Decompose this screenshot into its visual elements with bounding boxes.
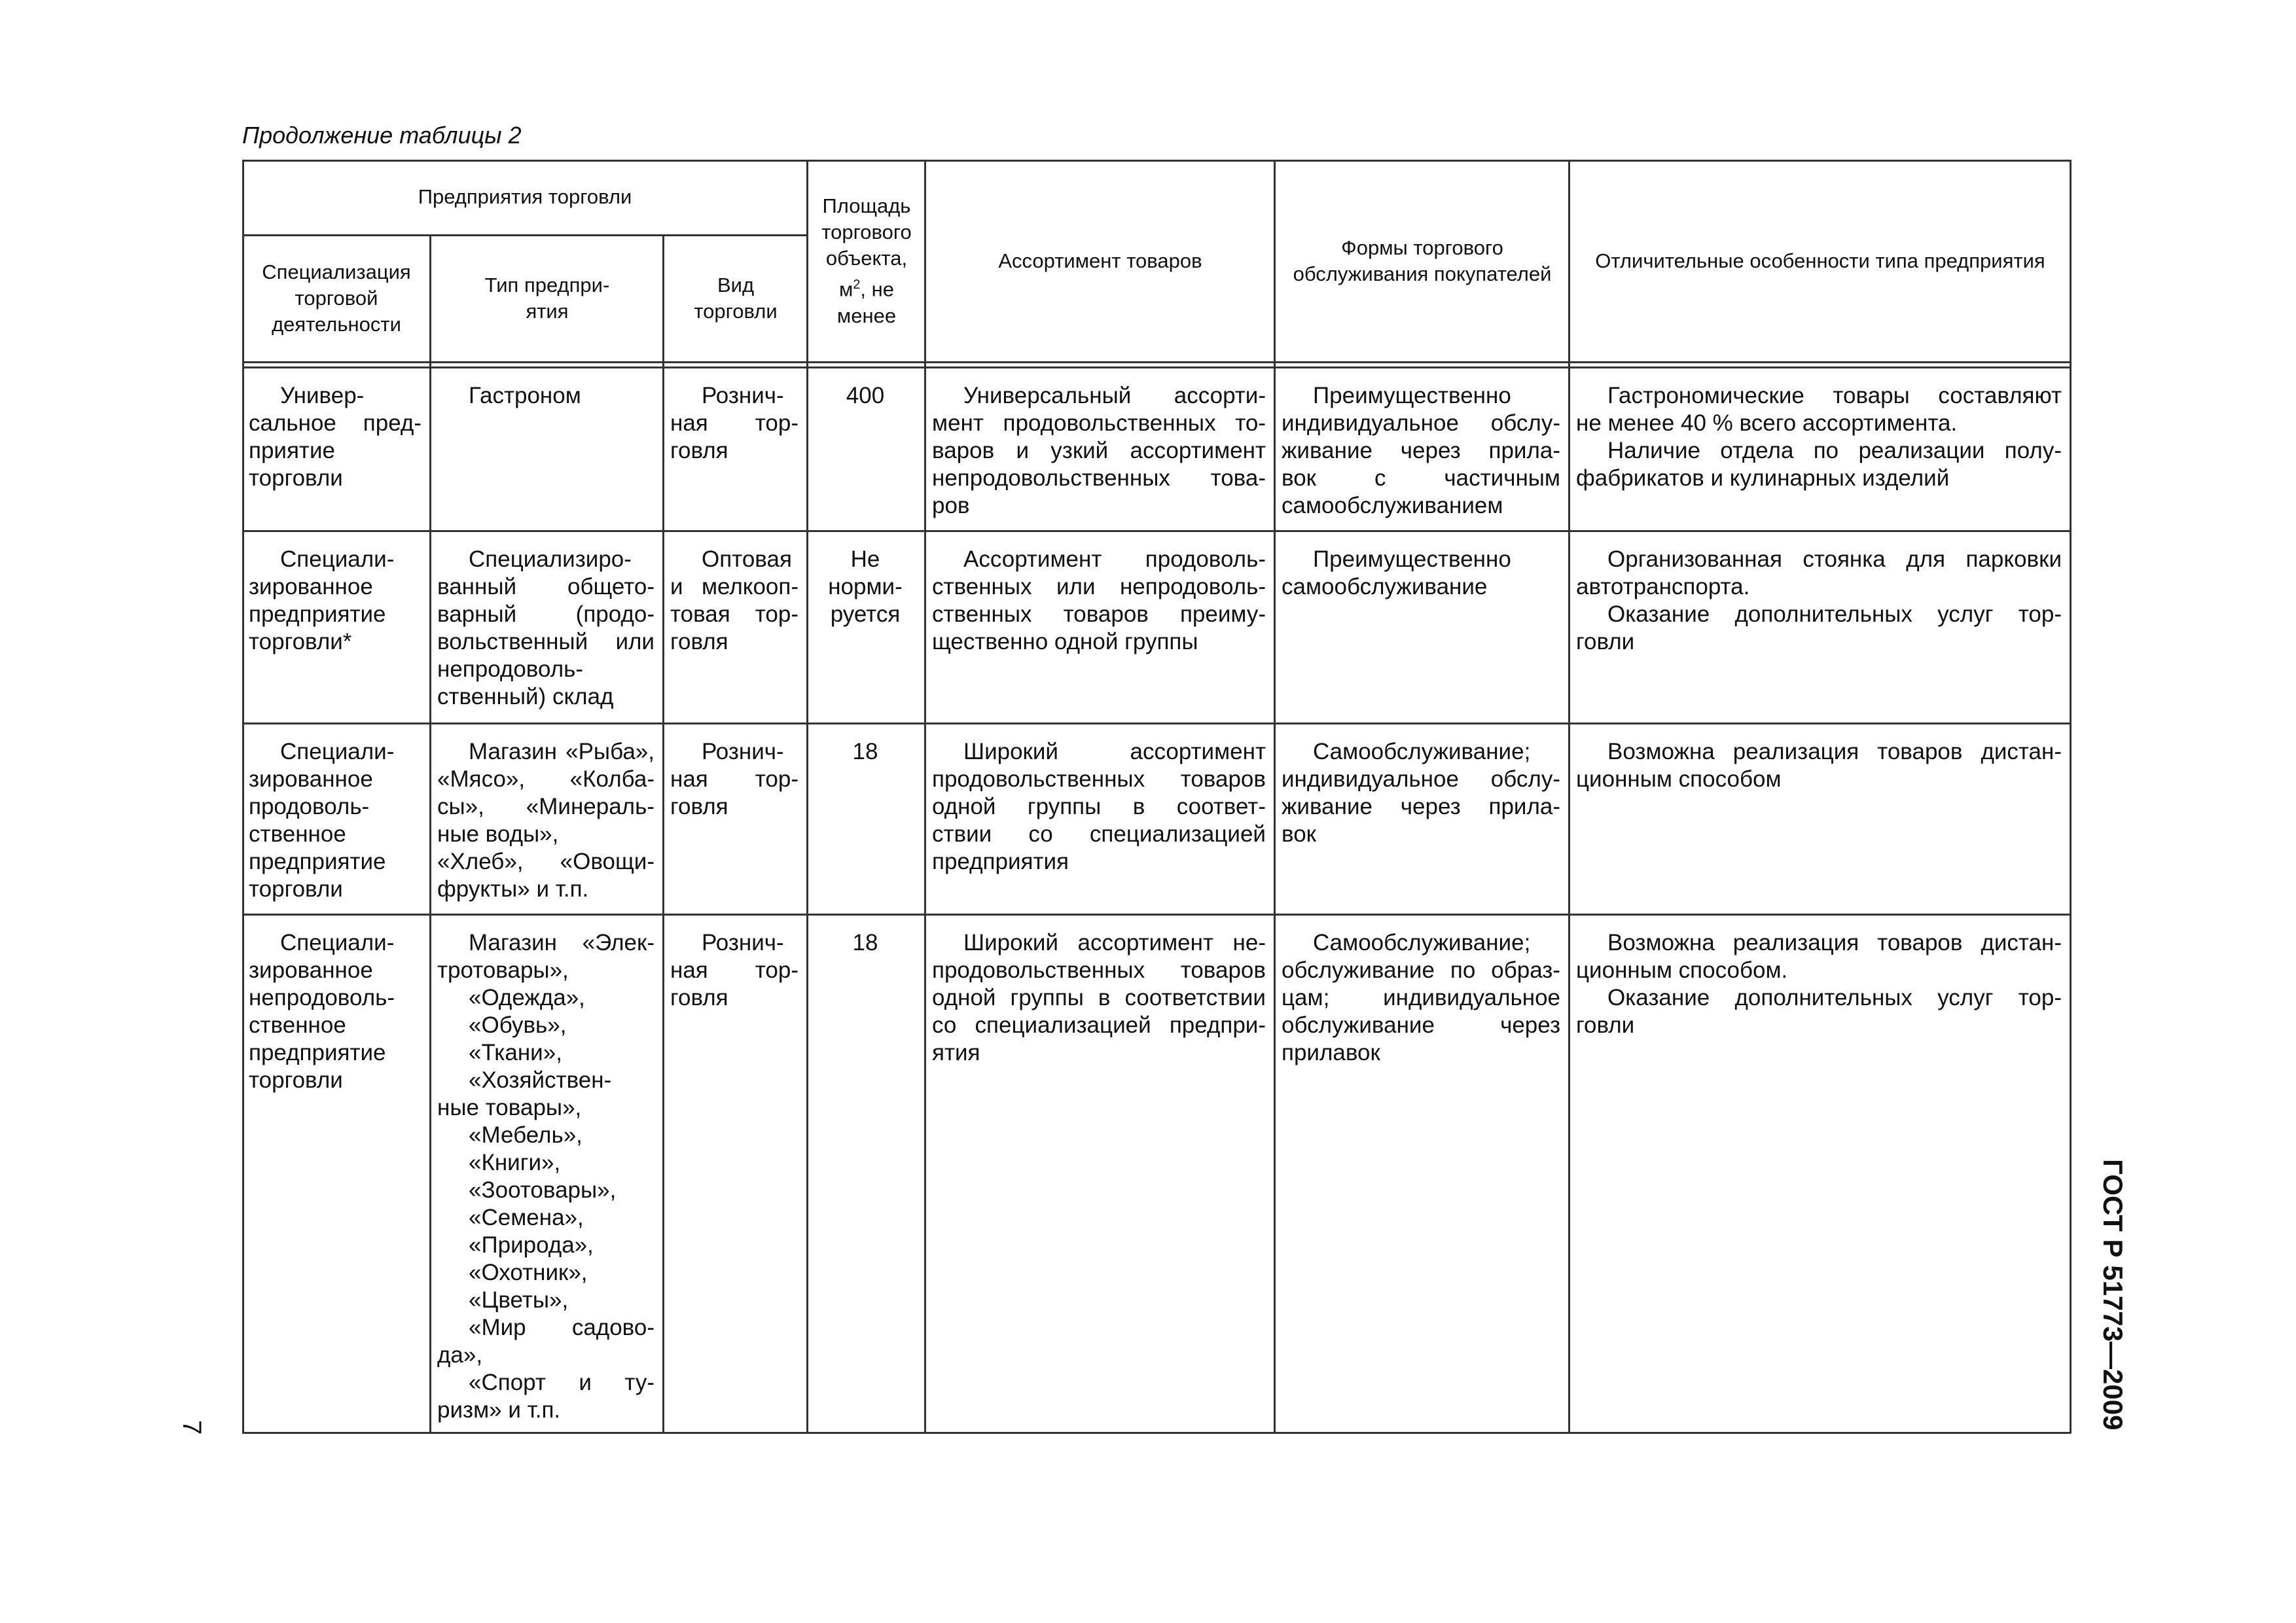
row3-features: Возможна реализация товаров дистан- ционным способом [1576,739,2062,792]
header-kind-text: Вид торговли [694,274,778,323]
row3-type: Магазин «Рыба», «Мясо», «Колба- сы», «Минераль- ные воды», «Хлеб», «Овощи- фрукты» и т.п. [437,739,655,902]
row1-forms: Преимущественно индивидуальное обслу- живание через прила- вок с частичным самообслуживанием [1282,383,1560,518]
row2-features: Организованная стоянка для парковки автотранспорта. Оказание дополнительных услуг тор- говли [1576,546,2062,654]
row1-type: Гастроном [469,383,581,408]
row3-forms: Самообслуживание; индивидуальное обслу- живание через прила- вок [1282,739,1560,847]
row2-kind: Оптовая и мелкооп- товая тор- говля [670,546,798,654]
row1-spec: Универ- сальное пред- приятие торговли [249,383,422,491]
row4-kind: Рознич- ная тор- говля [670,930,798,1010]
row2-assort: Ассортимент продоволь- ственных или непродоволь- ственных товаров преиму- щественно одной группы [932,546,1266,654]
standard-designation: ГОСТ Р 51773—2009 [2098,1159,2128,1431]
row3-spec: Специали- зированное продоволь- ственное предприятие торговли [249,739,395,902]
header-type-text: Тип предпри- ятия [484,274,610,323]
row3-area: 18 [852,739,878,764]
header-spec [242,234,431,363]
header-forms [1275,160,1570,363]
row2-spec: Специали- зированное предприятие торговли* [249,546,395,654]
row4-spec: Специали- зированное непродоволь- ственное предприятие торговли [249,930,395,1093]
row4-assort: Широкий ассортимент не- продовольственных товаров одной группы в соответствии со специализацией предпри- ятия [932,930,1266,1065]
header-features: Отличительные особенности типа предприятия [1595,249,2045,272]
row3-assort: Широкий ассортимент продовольственных товаров одной группы в соответ- ствии со специализацией предприятия [932,739,1266,874]
header-spec-text: Специализация торговой деятельности [262,260,411,336]
row1-features: Гастрономические товары составляют не менее 40 % всего ассортимента. Наличие отдела по реализации полу- фабрикатов и кулинарных изделий [1576,383,2062,491]
row2-area: Не норми- руется [828,546,903,627]
row3-kind: Рознич- ная тор- говля [670,739,798,819]
table-caption: Продолжение таблицы 2 [242,122,522,149]
header-area [808,160,925,363]
header-assort: Ассортимент товаров [998,249,1202,272]
header-group: Предприятия торговли [418,185,632,208]
assortment-table [242,160,2071,1433]
row4-area: 18 [852,930,878,955]
row1-area: 400 [846,383,885,408]
header-type [431,234,664,363]
row4-forms: Самообслуживание; обслуживание по образ- цам; индивидуальное обслуживание через прилавок [1282,930,1560,1065]
row2-forms: Преимущественно самообслуживание [1282,546,1511,599]
row4-type: Магазин «Элек- тротовары», «Одежда», «Обувь», «Ткани», «Хозяйствен- ные товары», «Мебель», «Книги», «Зоотовары», «Семена», «Природа», «Охотник», «Цветы», «Мир садово- да», «Спорт и ту- ризм» и т.п. [437,930,655,1423]
table-border-bottom [242,1432,2071,1434]
page-number: 7 [177,1420,206,1435]
header-kind [664,234,808,363]
row2-type: Специализиро- ванный общето- варный (продо- вольственный или непродоволь- ственный) склад [437,546,655,709]
row1-assort: Универсальный ассорти- мент продовольственных то- варов и узкий ассортимент непродовольственных това- ров [932,383,1266,518]
header-forms-text: Формы торгового обслуживания покупателей [1293,236,1552,285]
row4-features: Возможна реализация товаров дистан- ционным способом. Оказание дополнительных услуг тор- говли [1576,930,2062,1038]
header-area-text: Площадь торгового объекта, $м^2$, не менее [821,194,912,327]
row1-kind: Рознич- ная тор- говля [670,383,798,463]
